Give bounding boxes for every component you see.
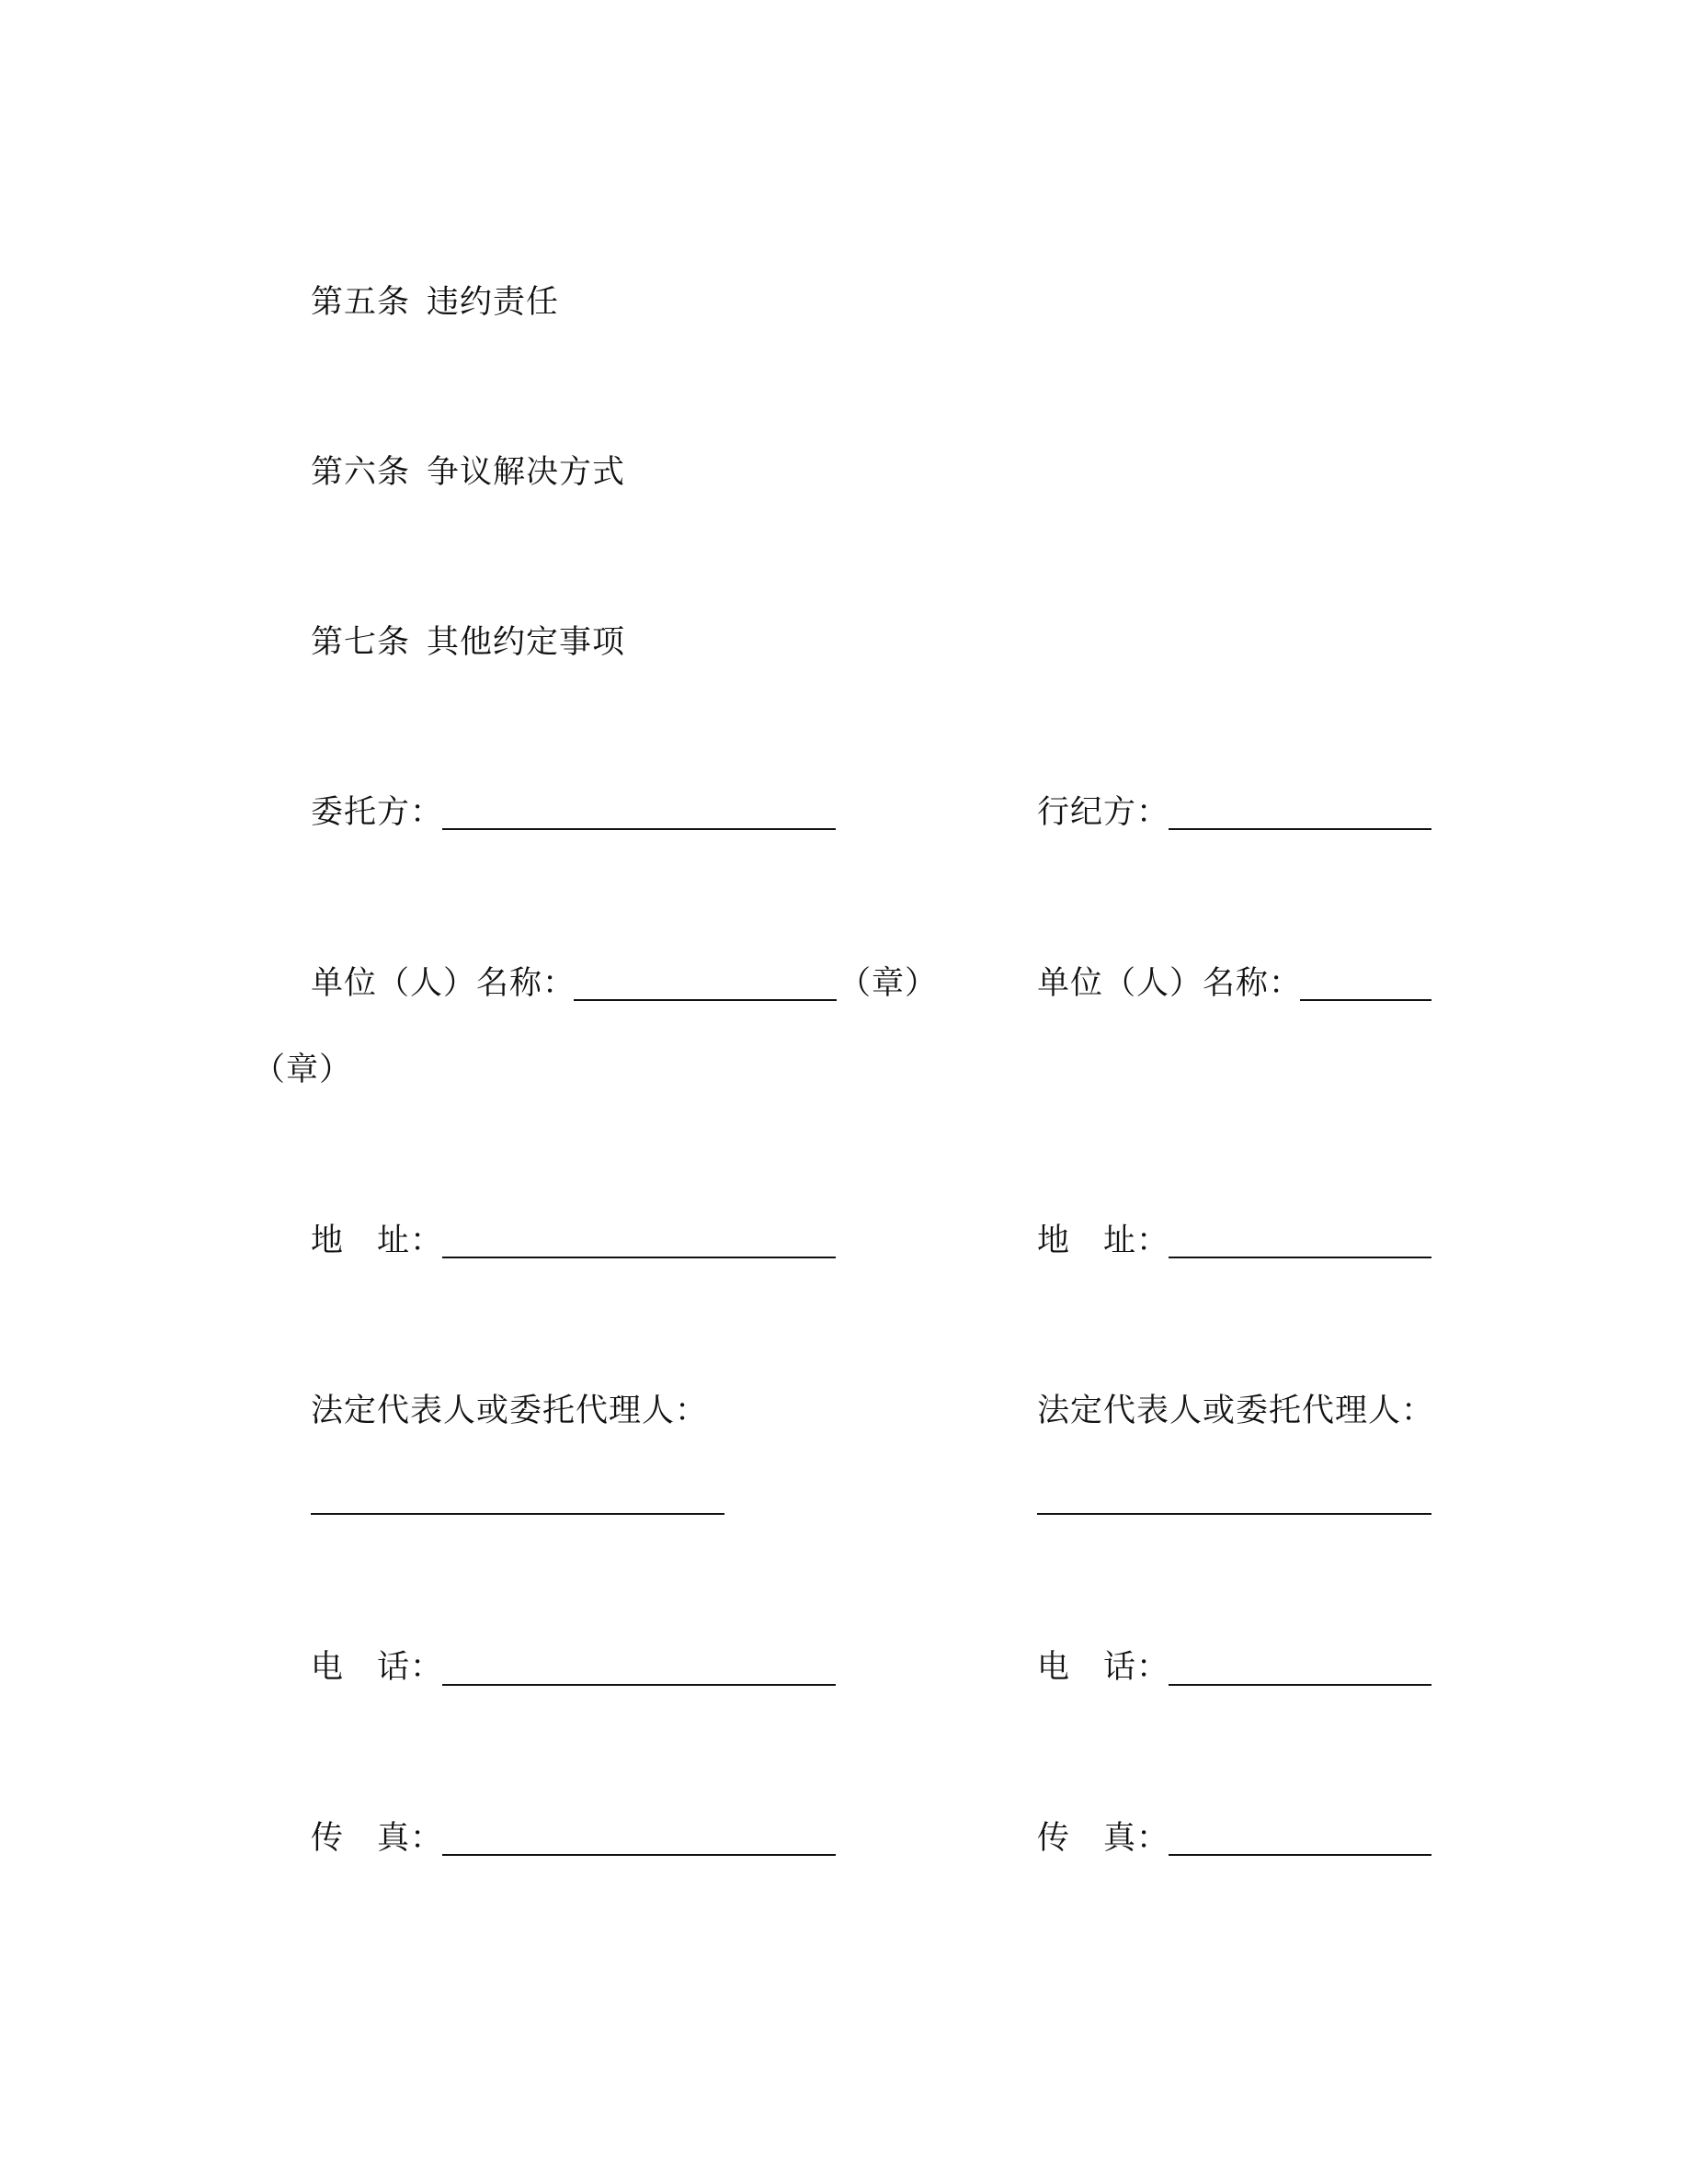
article-7 (311, 622, 625, 663)
broker-address-char-1: 地 (1037, 1223, 1071, 1259)
client-fax-label (311, 1818, 443, 1859)
broker-seal: （章） (253, 1052, 353, 1088)
client-label: 委托方： (311, 794, 444, 831)
client-address-label (311, 1221, 443, 1261)
broker-address-char-2: 址： (1103, 1223, 1170, 1259)
broker-phone-char-2: 话： (1103, 1649, 1170, 1686)
client-address-line[interactable] (442, 1257, 836, 1258)
broker-fax-char-2: 真： (1103, 1820, 1170, 1857)
client-address-char-2: 址： (377, 1223, 444, 1259)
client-fax-char-2: 真： (377, 1820, 444, 1857)
broker-phone-label (1037, 1647, 1169, 1688)
broker-label: 行纪方： (1037, 794, 1170, 831)
client-seal: （章） (838, 965, 939, 1002)
client-legal-rep-line[interactable] (311, 1513, 724, 1515)
client-fax-char-1: 传 (311, 1820, 345, 1857)
broker-unit-name-label: 单位（人）名称： (1037, 965, 1303, 1002)
article-5-title: 违约责任 (427, 284, 560, 321)
client-phone-line[interactable] (442, 1684, 836, 1686)
broker-unit-name-line[interactable] (1300, 999, 1431, 1001)
broker-address-label (1037, 1221, 1169, 1261)
broker-address-line[interactable] (1169, 1257, 1431, 1258)
client-phone-label (311, 1647, 443, 1688)
client-phone-char-1: 电 (311, 1649, 345, 1686)
client-address-char-1: 地 (311, 1223, 345, 1259)
client-unit-name-label: 单位（人）名称： (311, 965, 576, 1002)
broker-signature-line[interactable] (1169, 828, 1431, 830)
article-5-num: 第五条 (311, 284, 411, 321)
article-6-title: 争议解决方式 (427, 454, 626, 491)
client-unit-name-line[interactable] (574, 999, 837, 1001)
client-signature-line[interactable] (442, 828, 836, 830)
client-legal-rep-label: 法定代表人或委托代理人： (311, 1393, 709, 1429)
broker-legal-rep-line[interactable] (1037, 1513, 1431, 1515)
article-6 (311, 452, 625, 493)
broker-fax-label (1037, 1818, 1169, 1859)
article-7-num: 第七条 (311, 624, 411, 661)
article-5 (311, 282, 559, 323)
article-7-title: 其他约定事项 (427, 624, 626, 661)
broker-fax-line[interactable] (1169, 1854, 1431, 1856)
broker-phone-char-1: 电 (1037, 1649, 1071, 1686)
broker-legal-rep-label: 法定代表人或委托代理人： (1037, 1393, 1435, 1429)
article-6-num: 第六条 (311, 454, 411, 491)
client-fax-line[interactable] (442, 1854, 836, 1856)
client-phone-char-2: 话： (377, 1649, 444, 1686)
broker-fax-char-1: 传 (1037, 1820, 1071, 1857)
broker-phone-line[interactable] (1169, 1684, 1431, 1686)
